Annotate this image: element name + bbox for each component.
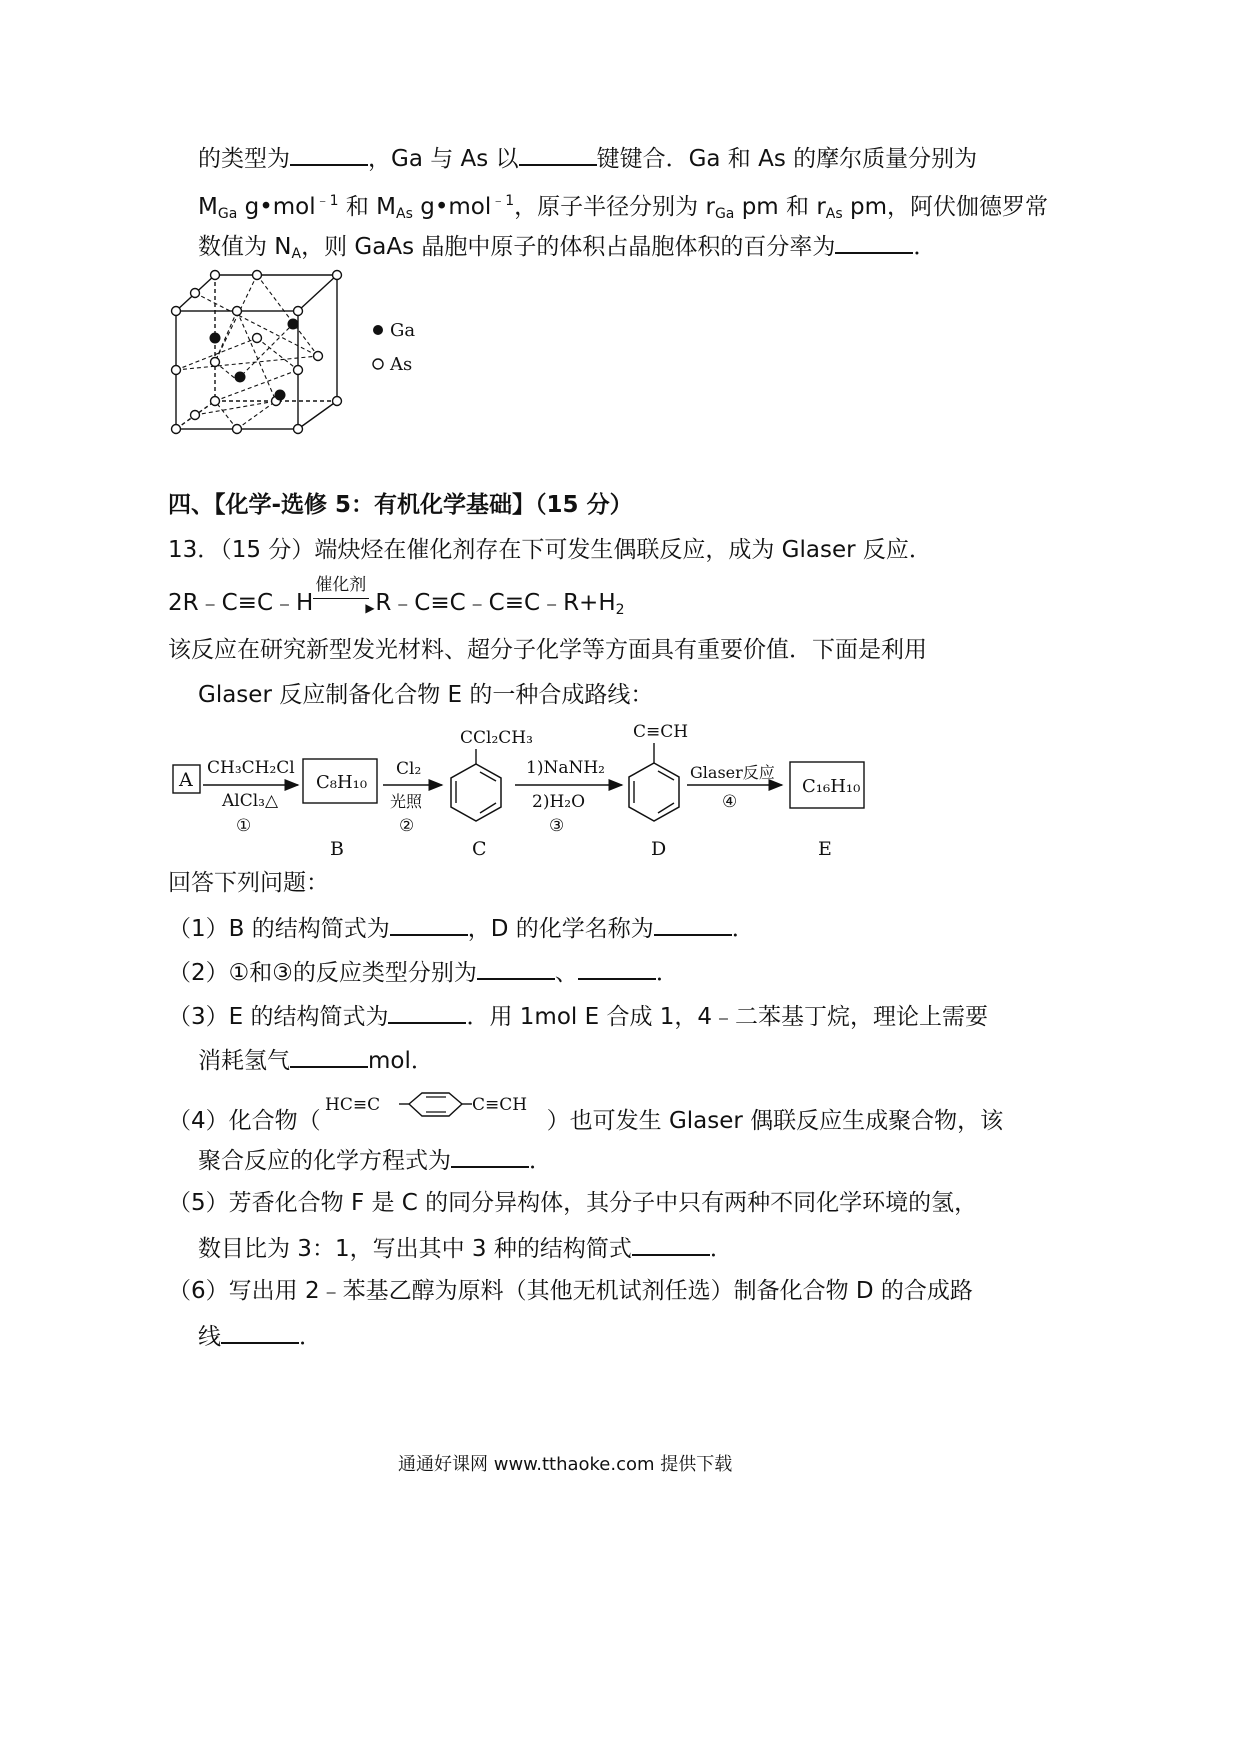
- answer-blank[interactable]: [632, 1232, 710, 1256]
- answer-blank[interactable]: [390, 912, 468, 936]
- question-6-cont: 线 ．: [198, 1320, 322, 1352]
- label-b: B: [330, 838, 344, 860]
- label-d: D: [651, 838, 667, 860]
- question-6: （6）写出用 2﹣苯基乙醇为原料（其他无机试剂任选）制备化合物 D 的合成路: [168, 1278, 973, 1304]
- question-3: （3）E 的结构简式为 ．用 1mol E 合成 1，4﹣二苯基丁烷，理论上需要: [168, 1000, 988, 1032]
- question-3-cont: 消耗氢气 mol．: [198, 1044, 434, 1076]
- answer-blank[interactable]: [388, 1000, 466, 1024]
- reagent-3-top: 1)NaNH₂: [526, 758, 605, 778]
- question-4: （4）化合物（ HC≡C C≡CH ）也可发生 Glaser 偶联反应生成聚合物，该: [168, 1106, 1003, 1136]
- diethynylbenzene-structure: [321, 1092, 547, 1136]
- q13-desc-line-2: Glaser 反应制备化合物 E 的一种合成路线：: [198, 682, 654, 708]
- reagent-1-top: CH₃CH₂Cl: [207, 758, 295, 778]
- section-title: 四、【化学-选修 5：有机化学基础】（15 分）: [168, 492, 633, 518]
- question-5-cont: 数目比为 3：1，写出其中 3 种的结构简式 ．: [198, 1232, 733, 1264]
- step-1-number: ①: [236, 816, 252, 836]
- answer-blank[interactable]: [519, 142, 597, 166]
- compound-d-substituent: C≡CH: [633, 722, 689, 742]
- label-c: C: [472, 838, 487, 860]
- svg-text:C≡CH: C≡CH: [471, 1095, 527, 1115]
- synthesis-scheme: [170, 715, 880, 865]
- gaas-unit-cell-diagram: [160, 262, 480, 442]
- reagent-4-top: Glaser反应: [690, 763, 775, 782]
- page-footer: 通通好课网 www.tthaoke.com 提供下载: [398, 1454, 733, 1475]
- answer-blank[interactable]: [221, 1320, 299, 1344]
- answer-blank[interactable]: [835, 230, 913, 254]
- compound-c-substituent: CCl₂CH₃: [460, 728, 533, 748]
- question-4-cont: 聚合反应的化学方程式为 ．: [198, 1144, 552, 1176]
- answer-blank[interactable]: [477, 956, 555, 980]
- q13-intro: 13．（15 分）端炔烃在催化剂存在下可发生偶联反应，成为 Glaser 反应．: [168, 537, 932, 563]
- answer-blank[interactable]: [290, 142, 368, 166]
- compound-e-formula: C₁₆H₁₀: [802, 776, 861, 797]
- q13-desc-line-1: 该反应在研究新型发光材料、超分子化学等方面具有重要价值．下面是利用: [168, 637, 927, 663]
- step-2-number: ②: [399, 816, 415, 836]
- glaser-equation: 2R﹣C≡C﹣H 催化剂 ▶ $R﹣C\equiv C﹣C\equiv C﹣R+H_2$: [168, 575, 625, 618]
- continuation-line-1: 的类型为 ，Ga 与 As 以 键键合．Ga 和 As 的摩尔质量分别为: [198, 142, 977, 174]
- answer-blank[interactable]: [578, 956, 656, 980]
- answer-blank[interactable]: [290, 1044, 368, 1068]
- answer-blank[interactable]: [451, 1144, 529, 1168]
- legend-ga-label: Ga: [390, 320, 416, 341]
- svg-text:HC≡C: HC≡C: [324, 1095, 380, 1115]
- answer-intro: 回答下列问题：: [168, 870, 329, 896]
- reagent-3-bottom: 2)H₂O: [532, 792, 586, 812]
- step-3-number: ③: [549, 816, 565, 836]
- label-e: E: [818, 838, 832, 860]
- question-1: （1）B 的结构简式为 ，D 的化学名称为 ．: [168, 912, 755, 944]
- step-4-number: ④: [722, 792, 738, 812]
- continuation-line-3: 数值为 $N_A$，则 GaAs 晶胞中原子的体积占晶胞体积的百分率为 ．: [198, 230, 936, 269]
- answer-blank[interactable]: [654, 912, 732, 936]
- legend-as-label: As: [390, 354, 413, 375]
- question-5: （5）芳香化合物 F 是 C 的同分异构体，其分子中只有两种不同化学环境的氢，: [168, 1190, 978, 1216]
- reagent-2-top: Cl₂: [396, 759, 422, 779]
- reagent-2-bottom: 光照: [390, 792, 423, 811]
- reagent-1-bottom: AlCl₃△: [222, 791, 279, 811]
- continuation-line-2: $M_{Ga}$ g•mol$^{﹣1}$ 和 $M_{As}$ g•mol$^{﹣1}$，原子半径分别为 $r_{Ga}$ pm 和 $r_{As}$ pm，阿伏伽德罗常: [198, 193, 1048, 222]
- compound-a: A: [179, 769, 193, 791]
- question-2: （2）①和③的反应类型分别为 、 ．: [168, 956, 679, 988]
- compound-b-formula: C₈H₁₀: [316, 772, 368, 793]
